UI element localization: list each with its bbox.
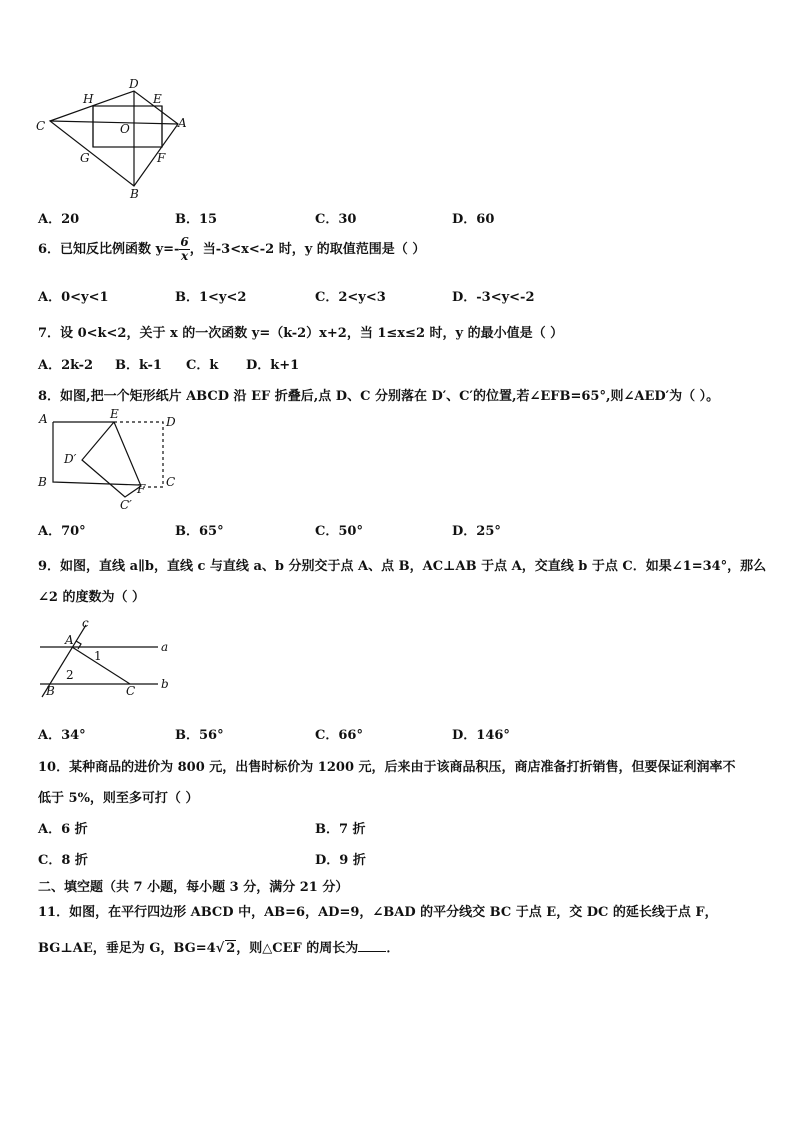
fig9-label-b-point: B xyxy=(46,684,55,698)
q10-stem-line2: 低于 5%，则至多可打（ ） xyxy=(38,791,199,806)
fig1-label-f: F xyxy=(157,151,166,165)
q11-stem-end: ． xyxy=(386,941,400,956)
q5-option-a: A．20 xyxy=(38,212,80,227)
q6-stem xyxy=(38,236,425,263)
fig8-label-e: E xyxy=(110,407,119,421)
figure-kite-rectangle xyxy=(30,76,200,201)
fig8-label-f: F xyxy=(137,482,146,496)
fig1-label-o: O xyxy=(120,122,130,136)
fig9-label-c-line: c xyxy=(82,616,89,630)
fig9-label-c-point: C xyxy=(126,684,136,698)
q11-stem-line2 xyxy=(38,937,399,956)
q8-option-b: B．65° xyxy=(175,524,224,539)
q10-option-a: A．6 折 xyxy=(38,822,88,837)
q9-option-c: C．66° xyxy=(315,728,363,743)
fig9-label-a-point: A xyxy=(65,633,74,647)
q8-stem: 8．如图,把一个矩形纸片 ABCD 沿 EF 折叠后,点 D、C 分别落在 D′、C′的位置,若∠EFB=65°,则∠AED′为（ ）。 xyxy=(38,389,720,404)
q7-option-c: C．k xyxy=(186,358,219,373)
q10-option-b: B．7 折 xyxy=(315,822,366,837)
q9-option-a: A．34° xyxy=(38,728,86,743)
fig9-label-two: 2 xyxy=(66,668,74,682)
fig8-label-dprime: D′ xyxy=(64,452,77,466)
q8-option-c: C．50° xyxy=(315,524,363,539)
q8-option-a: A．70° xyxy=(38,524,86,539)
q6-frac-num: 6 xyxy=(180,235,189,249)
fig9-label-a-line: a xyxy=(161,640,169,654)
fig1-label-b: B xyxy=(130,187,139,201)
fig1-label-e: E xyxy=(153,92,162,106)
q6-option-d: D．-3<y<-2 xyxy=(452,290,535,305)
q11-stem-line1: 11．如图，在平行四边形 ABCD 中，AB=6，AD=9，∠BAD 的平分线交 BC 于点 E，交 DC 的延长线于点 F， xyxy=(38,905,718,920)
q6-fraction xyxy=(179,236,189,263)
q11-stem-line2b: ，则△CEF 的周长为 xyxy=(236,941,359,956)
fig1-label-d: D xyxy=(129,77,139,91)
section-title-fill-blank: 二、填空题（共 7 小题，每小题 3 分，满分 21 分） xyxy=(38,880,349,895)
fig1-label-a: A xyxy=(178,116,187,130)
q6-stem-a: 6．已知反比例函数 y=- xyxy=(38,242,180,257)
q7-stem: 7．设 0<k<2，关于 x 的一次函数 y=（k-2）x+2，当 1≤x≤2 时，y 的最小值是（ ） xyxy=(38,326,564,341)
fig1-label-h: H xyxy=(83,92,94,106)
q7-option-b: B．k-1 xyxy=(115,358,162,373)
q6-option-b: B．1<y<2 xyxy=(175,290,247,305)
figure-parallel-lines xyxy=(30,615,180,700)
fig8-label-cprime: C′ xyxy=(120,498,132,512)
fig9-label-one: 1 xyxy=(94,649,102,663)
q5-option-b: B．15 xyxy=(175,212,218,227)
fig8-label-d: D xyxy=(166,415,176,429)
q9-stem-line2: ∠2 的度数为（ ） xyxy=(38,590,145,605)
figure-folded-rectangle xyxy=(30,405,190,515)
q6-stem-b: ，当-3<x<-2 时，y 的取值范围是（ ） xyxy=(189,242,426,257)
sqrt-sign: √ xyxy=(215,941,225,956)
fig8-label-b: B xyxy=(38,475,47,489)
q5-option-d: D．60 xyxy=(452,212,495,227)
q6-frac-den: x xyxy=(181,249,189,263)
fig1-label-g: G xyxy=(80,151,90,165)
fig9-label-b-line: b xyxy=(161,677,169,691)
q10-option-d: D．9 折 xyxy=(315,853,366,868)
q11-stem-line2a: BG⊥AE，垂足为 G，BG=4 xyxy=(38,941,216,956)
answer-blank[interactable] xyxy=(358,951,386,952)
q9-option-d: D．146° xyxy=(452,728,510,743)
q5-option-c: C．30 xyxy=(315,212,357,227)
q9-stem-line1: 9．如图，直线 a∥b，直线 c 与直线 a、b 分别交于点 A、点 B，AC⊥AB 于点 A，交直线 b 于点 C．如果∠1=34°，那么 xyxy=(38,559,767,574)
q9-option-b: B．56° xyxy=(175,728,224,743)
fig1-label-c: C xyxy=(36,119,46,133)
q11-sqrt-value: 2 xyxy=(226,941,236,956)
q10-option-c: C．8 折 xyxy=(38,853,88,868)
q7-option-a: A．2k-2 xyxy=(38,358,94,373)
q10-stem-line1: 10．某种商品的进价为 800 元，出售时标价为 1200 元，后来由于该商品积压，商店准备打折销售，但要保证利润率不 xyxy=(38,760,736,775)
fig8-label-a: A xyxy=(39,412,48,426)
fig8-label-c: C xyxy=(166,475,176,489)
q8-option-d: D．25° xyxy=(452,524,501,539)
q7-option-d: D．k+1 xyxy=(246,358,300,373)
q6-option-a: A．0<y<1 xyxy=(38,290,109,305)
q6-option-c: C．2<y<3 xyxy=(315,290,386,305)
